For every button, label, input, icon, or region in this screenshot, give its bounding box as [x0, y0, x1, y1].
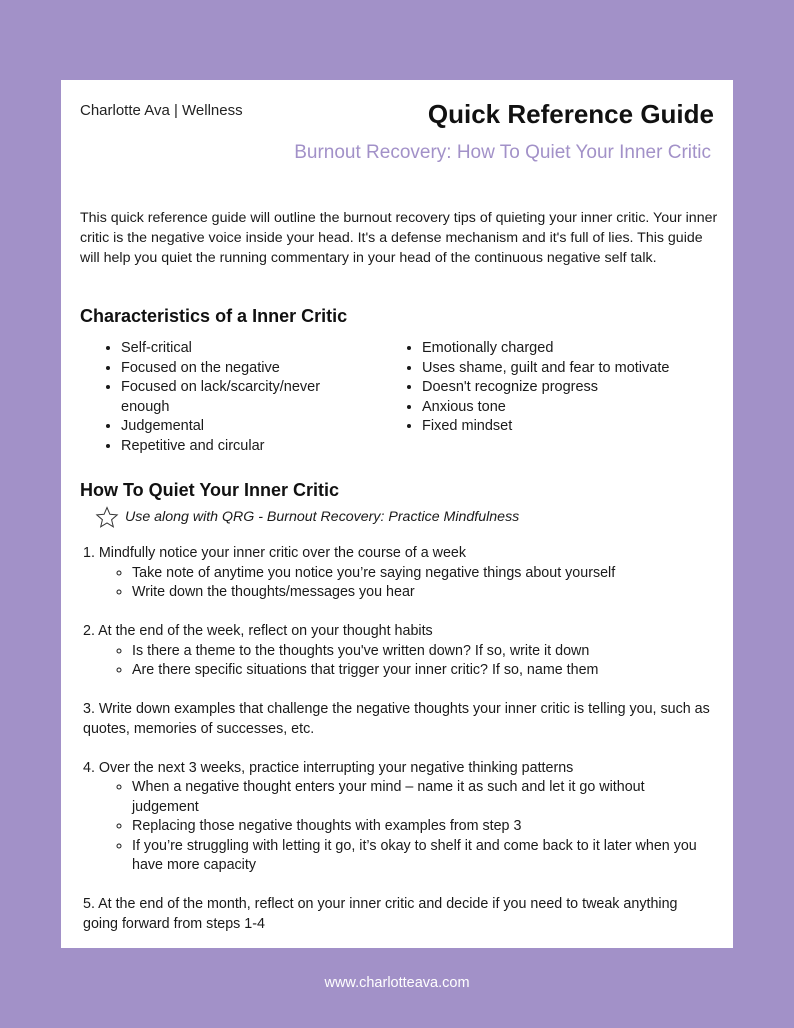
footer-url: www.charlotteava.com — [324, 975, 470, 991]
step-sublist — [83, 564, 713, 603]
step-text: 2. At the end of the week, reflect on your thought habits — [83, 623, 433, 639]
characteristics-heading: Characteristics of a Inner Critic — [80, 306, 348, 326]
sub-item: ◦ Replacing those negative thoughts with examples from step 3 — [132, 817, 713, 837]
step-sublist — [83, 642, 713, 681]
sub-item: ◦ If you’re struggling with letting it go, it’s okay to shelf it and come back to it later when you have more capacity — [132, 837, 713, 876]
intro-paragraph: This quick reference guide will outline the burnout recovery tips of quieting your inner critic. Your inner critic is the negative voice inside your head. It's a defense mechanism and it's full of lies. This guide will help you quiet the running commentary in your head of the continuous negative self talk. — [80, 210, 718, 266]
step-item — [83, 700, 713, 739]
page-title: Quick Reference Guide — [427, 99, 714, 129]
step-sublist — [83, 778, 713, 876]
step-text: 3. Write down examples that challenge the negative thoughts your inner critic is telling you, such as quotes, memories of successes, etc. — [83, 701, 710, 737]
step-item — [83, 895, 713, 934]
list-item: • Self-critical — [121, 339, 371, 359]
step-text: 1. Mindfully notice your inner critic over the course of a week — [83, 545, 467, 561]
how-to-heading: How To Quiet Your Inner Critic — [80, 480, 340, 500]
sub-item: ◦ Is there a theme to the thoughts you've written down? If so, write it down — [132, 642, 713, 662]
list-item: • Focused on the negative — [121, 359, 371, 379]
document-card — [61, 80, 733, 948]
reference-note — [95, 506, 519, 528]
sub-item: ◦ Write down the thoughts/messages you hear — [132, 583, 713, 603]
sub-item: ◦ Are there specific situations that trigger your inner critic? If so, name them — [132, 661, 713, 681]
step-text: 4. Over the next 3 weeks, practice interrupting your negative thinking patterns — [83, 759, 574, 776]
characteristics-list-right — [402, 339, 722, 437]
list-item: • Repetitive and circular — [121, 437, 371, 457]
step-item — [83, 759, 713, 876]
list-item: • Fixed mindset — [422, 417, 722, 437]
list-item: • Judgemental — [121, 417, 371, 437]
star-outline-icon — [95, 506, 119, 528]
sub-item: ◦ When a negative thought enters your mind – name it as such and let it go without judgement — [132, 778, 713, 817]
step-text: 5. At the end of the month, reflect on your inner critic and decide if you need to tweak anything going forward from steps 1-4 — [83, 896, 678, 932]
list-item: • Uses shame, guilt and fear to motivate — [422, 359, 722, 379]
sub-item: ◦ Take note of anytime you notice you’re saying negative things about yourself — [132, 564, 713, 584]
step-item — [83, 544, 713, 603]
list-item: • Emotionally charged — [422, 339, 722, 359]
list-item: • Doesn't recognize progress — [422, 378, 722, 398]
list-item: • Focused on lack/scarcity/never enough — [121, 378, 371, 417]
steps-list — [83, 544, 713, 954]
brand-name: Charlotte Ava | Wellness — [80, 102, 243, 119]
characteristics-list-left — [101, 339, 371, 456]
reference-note-text: Use along with QRG - Burnout Recovery: Practice Mindfulness — [125, 509, 520, 525]
page-subtitle: Burnout Recovery: How To Quiet Your Inner Critic — [294, 142, 711, 163]
list-item: • Anxious tone — [422, 398, 722, 418]
step-item — [83, 622, 713, 681]
